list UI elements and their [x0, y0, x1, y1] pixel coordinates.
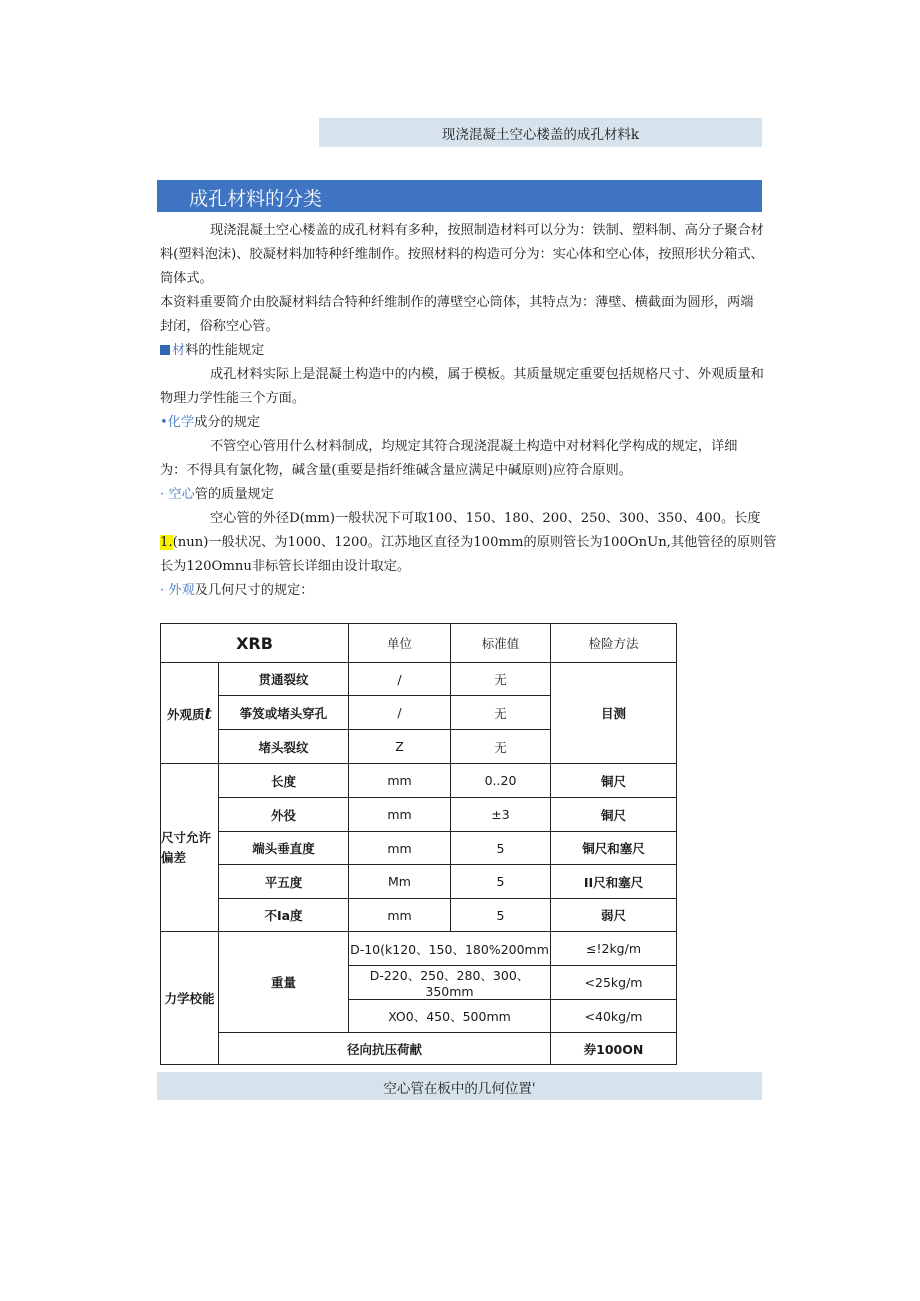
group-size: 尺寸允许 偏差 [161, 764, 219, 932]
row-unit: mm [349, 764, 451, 798]
paragraph-line: 成孔材料实际上是混凝土构造中的内模，属于模板。其质量规定重要包括规格尺寸、外观质量和 [210, 367, 764, 382]
row-name: 外役 [219, 798, 349, 832]
highlighted-text: 1. [160, 535, 173, 550]
section-title-bar [157, 180, 762, 212]
row-method: 铜尺 [551, 798, 677, 832]
paragraph-line: 空心管的外径D(mm)一般状况下可取100、150、180、200、250、300、350、400。长度 [210, 511, 761, 526]
weight-limit: ≤!2kg/m [551, 932, 677, 966]
paragraph-line: 1.(nun)一般状况、为1000、1200。江苏地区直径为100mm的原则管长为100OnUn,其他管径的原则管 [160, 535, 777, 550]
paragraph-line: 为：不得具有氯化物，碱含量(重要是指纤维碱含量应满足中碱原则)应符合原则。 [160, 463, 632, 478]
row-value: 0..20 [451, 764, 551, 798]
subheading-chemical: •化学成分的规定 [160, 415, 261, 430]
square-bullet-icon [160, 345, 170, 355]
row-value: 5 [451, 832, 551, 865]
group-mechanical: 力学校能 [161, 932, 219, 1065]
group-appearance: 外观质t [161, 663, 219, 764]
table-row [161, 832, 677, 865]
row-unit: / [349, 696, 451, 730]
pressure-label: 径向抗压荷献 [219, 1033, 551, 1065]
top-banner [319, 118, 762, 147]
paragraph-line: 现浇混凝土空心楼盖的成孔材料有多种，按照制造材料可以分为：铁制、塑料制、高分子聚合材 [210, 223, 764, 238]
row-unit: / [349, 663, 451, 696]
row-method: 弱尺 [551, 899, 677, 932]
row-unit: mm [349, 798, 451, 832]
bottom-banner-text: 空心管在板中的几何位置' [383, 1081, 536, 1097]
header-item: XRB [161, 624, 349, 663]
subheading-material-performance: 材料的性能规定 [160, 342, 264, 360]
bullet-icon: · [160, 487, 165, 502]
weight-limit: <25kg/m [551, 966, 677, 1000]
row-name: 贯通裂纹 [219, 663, 349, 696]
row-unit: mm [349, 832, 451, 865]
row-name: 长度 [219, 764, 349, 798]
header-standard: 标准值 [451, 624, 551, 663]
table-row [161, 663, 677, 696]
row-value: 5 [451, 899, 551, 932]
paragraph-line: 不管空心管用什么材料制成，均规定其符合现浇混凝土构造中对材料化学构成的规定，详细 [210, 439, 738, 454]
row-unit: Z [349, 730, 451, 764]
weight-spec: XO0、450、500mm [349, 1000, 551, 1033]
table-row [161, 932, 677, 966]
bullet-icon: • [160, 415, 168, 430]
row-unit: mm [349, 899, 451, 932]
table-row [161, 899, 677, 932]
row-value: 无 [451, 730, 551, 764]
paragraph-line: 料(塑料泡沫)、胶凝材料加特种纤维制作。按照材料的构造可分为：实心体和空心体，按照形状分箱式、 [160, 247, 764, 262]
table-header-row [161, 624, 677, 663]
row-name: 端头垂直度 [219, 832, 349, 865]
row-name: 不Ia度 [219, 899, 349, 932]
table-row [161, 865, 677, 899]
pressure-value: 券100ON [551, 1033, 677, 1065]
row-method: 铜尺 [551, 764, 677, 798]
row-value: 无 [451, 696, 551, 730]
subheading-appearance: · 外观及几何尺寸的规定： [160, 583, 314, 598]
row-name: 筝笈或堵头穿孔 [219, 696, 349, 730]
row-method: II尺和塞尺 [551, 865, 677, 899]
appearance-method: 目测 [551, 663, 677, 764]
section-title: 成孔材料的分类 [189, 188, 323, 210]
row-name: 平五度 [219, 865, 349, 899]
paragraph-line: 本资料重要简介由胶凝材料结合特种纤维制作的薄壁空心筒体，其特点为：薄壁、横截面为圆形，两端 [160, 295, 754, 310]
paragraph-line: 长为120Omnu非标管长详细由设计取定。 [160, 559, 411, 574]
weight-label: 重量 [219, 932, 349, 1033]
top-banner-text: 现浇混凝土空心楼盖的成孔材料k [441, 127, 640, 143]
row-value: ±3 [451, 798, 551, 832]
bottom-banner [157, 1072, 762, 1100]
subheading-quality: · 空心管的质量规定 [160, 487, 274, 502]
paragraph-line: 物理力学性能三个方面。 [160, 391, 306, 406]
row-method: 铜尺和塞尺 [551, 832, 677, 865]
table-row [161, 798, 677, 832]
paragraph-line: 筒体式。 [160, 271, 213, 286]
header-unit: 单位 [349, 624, 451, 663]
spec-table [160, 623, 677, 1065]
paragraph-line: 封闭，俗称空心管。 [160, 319, 279, 334]
header-method: 检险方法 [551, 624, 677, 663]
row-name: 堵头裂纹 [219, 730, 349, 764]
table-row [161, 764, 677, 798]
weight-limit: <40kg/m [551, 1000, 677, 1033]
row-unit: Mm [349, 865, 451, 899]
weight-spec: D-220、250、280、300、350mm [349, 966, 551, 1000]
bullet-icon: · [160, 583, 165, 598]
table-row [161, 1033, 677, 1065]
row-value: 无 [451, 663, 551, 696]
weight-spec: D-10(k120、150、180%200mm [349, 932, 551, 966]
row-value: 5 [451, 865, 551, 899]
